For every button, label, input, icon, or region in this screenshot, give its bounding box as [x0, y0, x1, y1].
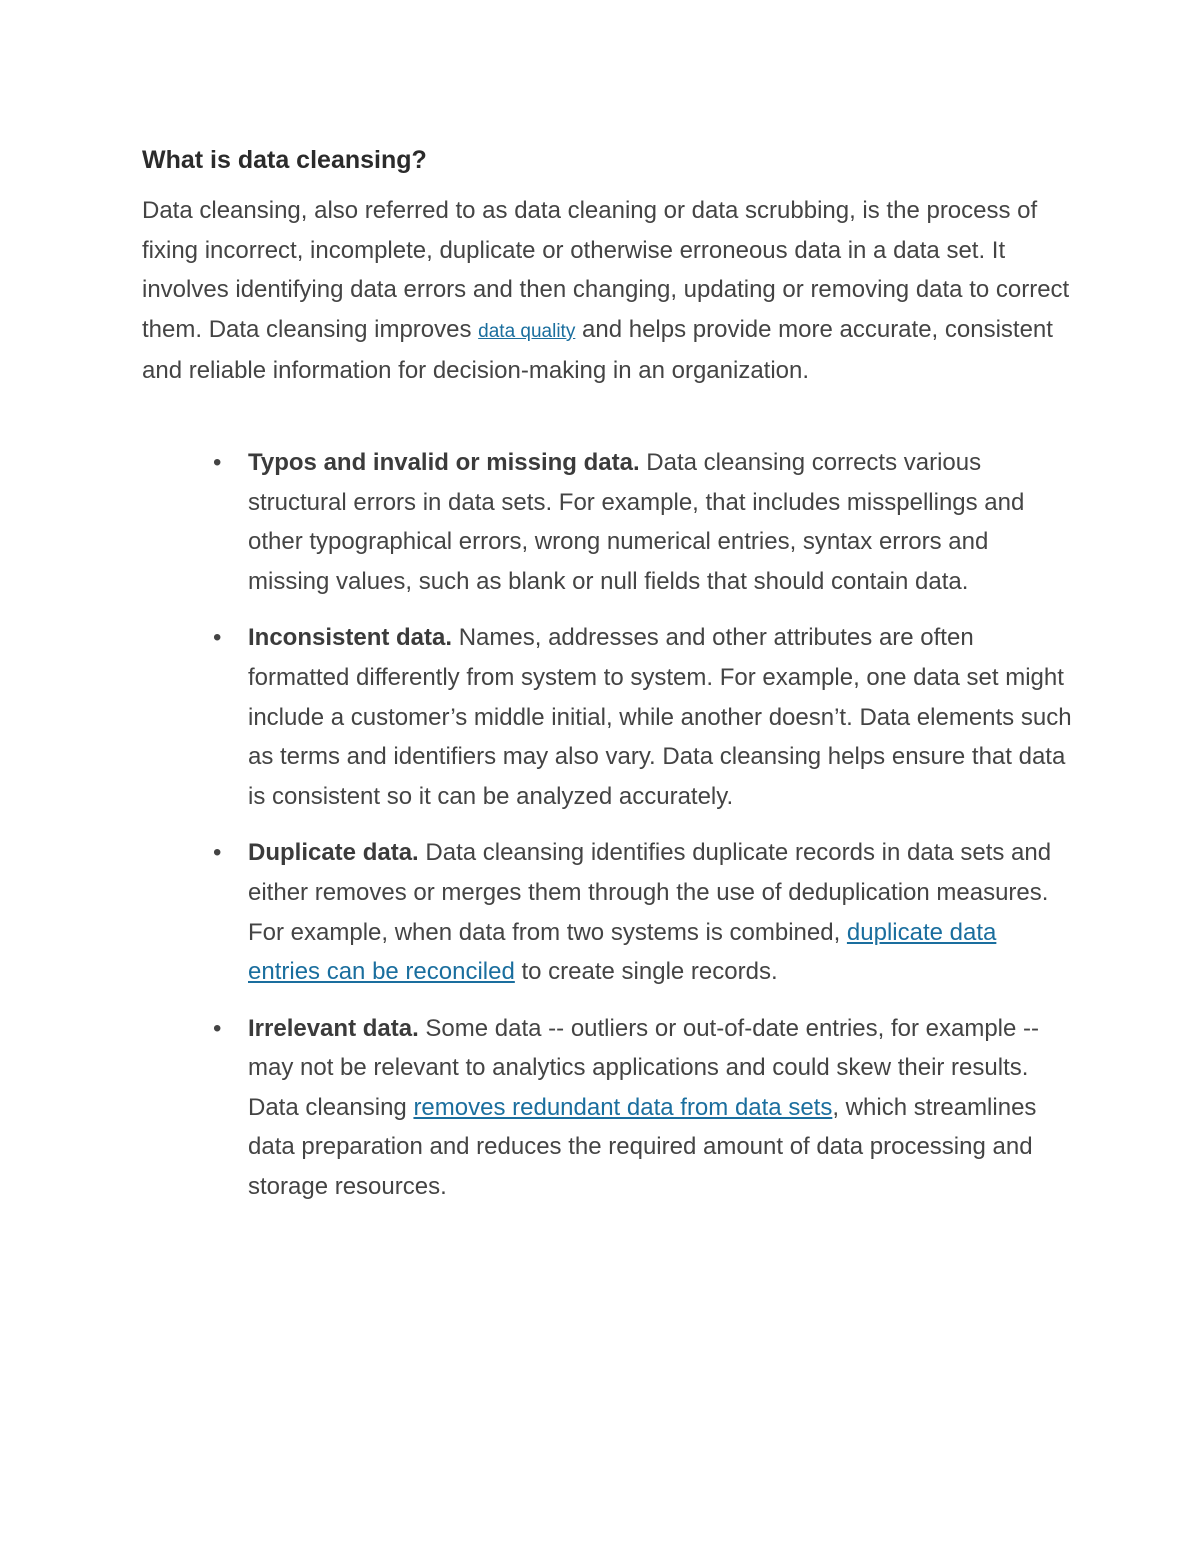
data-quality-link[interactable]: data quality	[478, 320, 576, 342]
bullet-title: Irrelevant data.	[248, 1014, 419, 1042]
bullet-title: Duplicate data.	[248, 839, 419, 867]
duplicate-entries-link[interactable]: duplicate data entries can be reconciled	[248, 918, 997, 986]
list-item-duplicate	[213, 833, 1072, 991]
bullet-dot-icon: •	[213, 1014, 222, 1042]
list-item-inconsistent	[213, 618, 1072, 816]
bullet-title: Inconsistent data.	[248, 624, 453, 652]
issues-list	[142, 443, 1072, 1207]
bullet-text-after-link: to create single records.	[514, 958, 778, 986]
bullet-title: Typos and invalid or missing data.	[248, 448, 640, 476]
intro-paragraph	[142, 191, 1072, 391]
list-item-typos	[213, 443, 1072, 601]
list-item-irrelevant	[213, 1009, 1072, 1207]
document-page	[142, 143, 1072, 1224]
bullet-dot-icon: •	[213, 624, 222, 652]
intro-text-after-link: and helps provide more accurate, consistent and reliable information for decision-making in an organization.	[142, 315, 1053, 385]
redundant-data-link[interactable]: removes redundant data from data sets	[413, 1093, 833, 1121]
bullet-text-before-link: Data cleansing identifies duplicate records in data sets and either removes or merges them through the use of deduplication measures. For example, when data from two systems is combined,	[248, 839, 1052, 946]
bullet-text: Names, addresses and other attributes are often formatted differently from system to system. For example, one data set might include a customer’s middle initial, while another doesn’t. Data elements such as terms and identifiers may also vary. Data cleansing helps ensure that data is consistent so it can be analyzed accurately.	[248, 624, 1072, 810]
bullet-dot-icon: •	[213, 448, 222, 476]
bullet-text: Data cleansing corrects various structural errors in data sets. For example, that includes misspellings and other typographical errors, wrong numerical entries, syntax errors and missing values, such as blank or null fields that should contain data.	[248, 448, 1025, 595]
page-title: What is data cleansing?	[142, 146, 427, 174]
bullet-dot-icon: •	[213, 839, 222, 867]
bullet-text-before-link: Some data -- outliers or out-of-date entries, for example -- may not be relevant to analytics applications and could skew their results. Data cleansing	[248, 1014, 1040, 1121]
intro-text-before-link: Data cleansing, also referred to as data cleaning or data scrubbing, is the process of fixing incorrect, incomplete, duplicate or otherwise erroneous data in a data set. It involves identifying data errors and then changing, updating or removing data to correct them. Data cleansing improves	[142, 197, 1070, 343]
bullet-text-after-link: , which streamlines data preparation and reduces the required amount of data processing and storage resources.	[248, 1093, 1037, 1201]
